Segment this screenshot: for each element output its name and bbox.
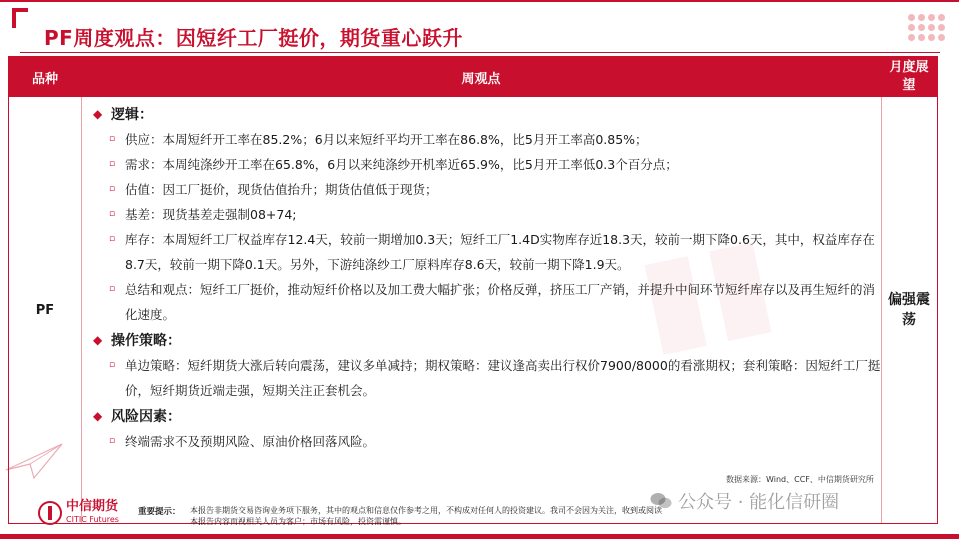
disclaimer-label: 重要提示： [138,507,181,517]
bullet-text: 基差：现货基差走强制08+74; [125,207,297,222]
page-title: PF周度观点：因短纤工厂挺价，期货重心跃升 [44,26,463,50]
column-divider [81,97,82,523]
bullet-item [91,429,881,454]
disclaimer-line: 本报告内容而视相关人员为客户；市场有风险，投资需谨慎。 [190,517,406,526]
bullet-text: 单边策略：短纤期货大涨后转向震荡，建议多单减持；期权策略：建议逢高卖出行权价7900/8000的看涨期权；套利策略：因短纤工厂挺价，短纤期货近端走强，短期关注正套机会。 [125,358,881,398]
bullet-item [91,227,881,277]
column-header-weekly-view: 周观点 [461,71,501,87]
square-bullet-icon: ▫ [109,184,116,194]
background-watermark-shape: ▮▮ [626,207,786,372]
diamond-bullet-icon: ◆ [93,409,103,423]
monthly-outlook-cell: 偏强震荡 [888,292,930,328]
logo-english-name: CITIC Futures [66,515,119,524]
bullet-text: 终端需求不及预期风险、原油价格回落风险。 [125,434,376,449]
bullet-item [91,152,881,177]
section-heading [91,101,881,127]
data-source-note: 数据来源：Wind、CCF、中信期货研究所 [726,475,874,484]
square-bullet-icon: ▫ [109,234,116,244]
decorative-dots [908,14,945,41]
top-accent-line [0,0,959,2]
bullet-item [91,127,881,152]
variety-cell: PF [35,302,55,318]
column-header-monthly-outlook: 月度展望 [889,60,929,93]
section-heading-text: 逻辑： [111,107,153,123]
square-bullet-icon: ▫ [109,209,116,219]
bottom-accent-bar [0,534,959,539]
section-heading-text: 风险因素： [111,409,181,425]
bullet-item [91,202,881,227]
column-header-variety: 品种 [31,71,58,87]
square-bullet-icon: ▫ [109,159,116,169]
table-header [9,57,937,97]
paper-plane-icon [4,440,64,480]
bullet-item [91,353,881,403]
title-divider [20,52,940,53]
bullet-text: 供应：本周短纤开工率在85.2%；6月以来短纤平均开工率在86.8%，比5月开工率高0.85%； [125,132,648,147]
diamond-bullet-icon: ◆ [93,107,103,121]
square-bullet-icon: ▫ [109,134,116,144]
square-bullet-icon: ▫ [109,360,116,370]
disclaimer-line: 本报告非期货交易咨询业务项下服务，其中的观点和信息仅作参考之用，不构成对任何人的投资建议。我司不会因为关注，收到或阅读 [190,506,662,515]
disclaimer-text [190,505,840,527]
corner-bracket-icon [10,8,30,30]
bullet-text: 需求：本周纯涤纱开工率在65.8%，6月以来纯涤纱开机率近65.9%，比5月开工率低0.3个百分点； [125,157,678,172]
weekly-view-content [91,101,881,454]
logo-chinese-name: 中信期货 [66,499,119,514]
bullet-text: 库存：本周短纤工厂权益库存12.4天，较前一期增加0.3天；短纤工厂1.4D实物库存近18.3天，较前一期下降0.6天，其中，权益库存在8.7天，较前一期下降0.1天。另外，下游纯涤纱工厂原料库存8.6天，较前一期下降1.9天。 [125,232,875,272]
citic-logo-icon [38,501,62,525]
view-table [8,56,938,524]
section-heading-text: 操作策略： [111,333,181,349]
section-heading [91,327,881,353]
bullet-item [91,177,881,202]
bullet-text: 估值：因工厂挺价，现货估值抬升；期货估值低于现货； [125,182,438,197]
square-bullet-icon: ▫ [109,436,116,446]
wechat-watermark-text: 公众号 · 能化信研圈 [678,492,840,513]
square-bullet-icon: ▫ [109,284,116,294]
section-heading [91,403,881,429]
diamond-bullet-icon: ◆ [93,333,103,347]
bullet-item [91,277,881,327]
bullet-text: 总结和观点：短纤工厂挺价，推动短纤价格以及加工费大幅扩张；价格反弹，挤压工厂产销，并提升中间环节短纤库存以及再生短纤的消化速度。 [125,282,876,322]
company-logo [38,500,119,526]
